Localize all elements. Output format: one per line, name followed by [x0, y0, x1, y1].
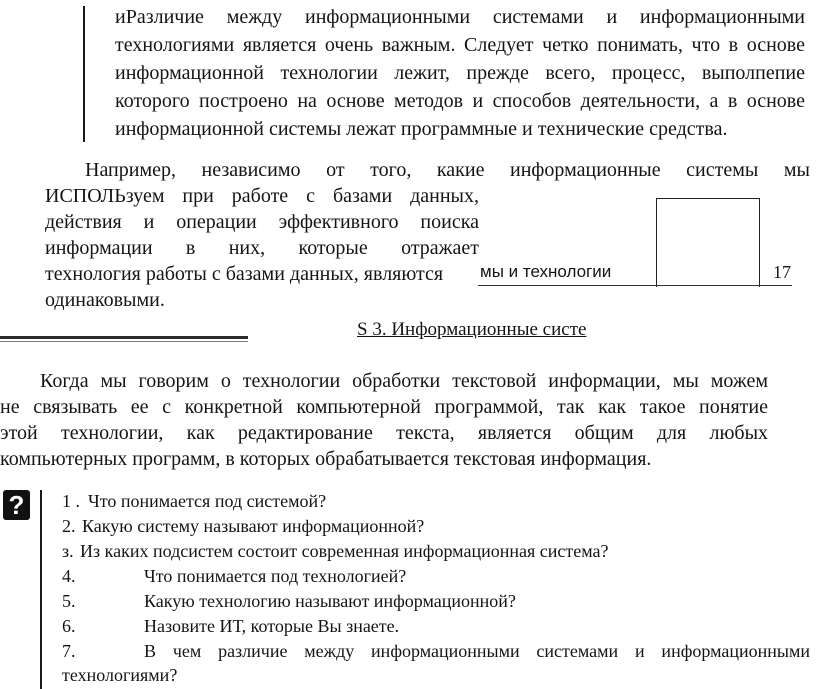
example-line-4: информации в них, которые отражает — [45, 237, 479, 259]
top-line-3: информационной технологии лежит, прежде всего, процесс, выполпепие — [115, 62, 805, 84]
example-line-5: технология работы с базами данных, являются — [45, 263, 444, 285]
questions-margin-bar — [40, 490, 42, 689]
question-text: Назовите ИТ, которые Вы знаете. — [144, 616, 400, 636]
example-line-6: одинаковыми. — [45, 289, 165, 311]
tp-line-1: Когда мы говорим о технологии обработки текстовой информации, мы можем — [40, 370, 768, 392]
question-text: Что понимается под системой? — [88, 491, 327, 511]
top-line-1: иРазличие между информационными системами и информационными — [115, 6, 805, 28]
question-continuation: технологиями? — [62, 665, 178, 685]
example-line-2: ИСПОЛЬзуем при работе с базами данных, — [45, 185, 479, 207]
question-text: Из каких подсистем состоит современная информационная система? — [80, 541, 609, 561]
question-mark-glyph: ? — [8, 490, 25, 520]
question-number: 6. — [62, 616, 76, 636]
question-number: 2. — [62, 516, 76, 536]
tp-line-2: не связывать ее с конкретной компьютерной программой, так как такое понятие — [0, 396, 768, 418]
question-text: Какую систему называют информационной? — [82, 516, 425, 536]
running-header-box — [656, 198, 760, 287]
question-number: 5. — [62, 591, 76, 611]
question-number: з. — [62, 541, 74, 561]
example-first-line: Например, независимо от того, какие информационные системы мы — [85, 159, 810, 181]
top-line-2: технологиями является очень важным. Следует четко понимать, что в основе — [115, 34, 805, 56]
scan-rule-thin — [0, 341, 248, 342]
question-text: В чем различие между информационными системами и информационными — [144, 641, 810, 661]
tp-line-4: компьютерных программ, в которых обрабатывается текстовая информация. — [0, 448, 652, 470]
top-margin-bar — [83, 6, 85, 142]
question-number: 1 . — [62, 491, 80, 511]
running-header-rule — [478, 285, 792, 286]
question-text: Какую технологию называют информационной? — [144, 591, 516, 611]
tp-line-3: этой технологии, как редактирование текста, является общим для любых — [0, 422, 768, 444]
section-heading: S 3. Информационные систе — [357, 319, 587, 340]
question-number: 7. — [62, 641, 76, 661]
question-number: 4. — [62, 566, 76, 586]
page-number: 17 — [773, 262, 791, 282]
scan-rule — [0, 336, 248, 339]
top-line-4: которого построено на основе методов и способов деятельности, а в основе — [115, 90, 805, 112]
question-mark-icon — [3, 490, 30, 520]
example-line-3: действия и операции эффективного поиска — [45, 211, 479, 233]
question-text: Что понимается под технологией? — [144, 566, 407, 586]
running-header-text: мы и технологии — [480, 262, 612, 281]
top-line-5: информационной системы лежат программные и технические средства. — [115, 118, 728, 140]
